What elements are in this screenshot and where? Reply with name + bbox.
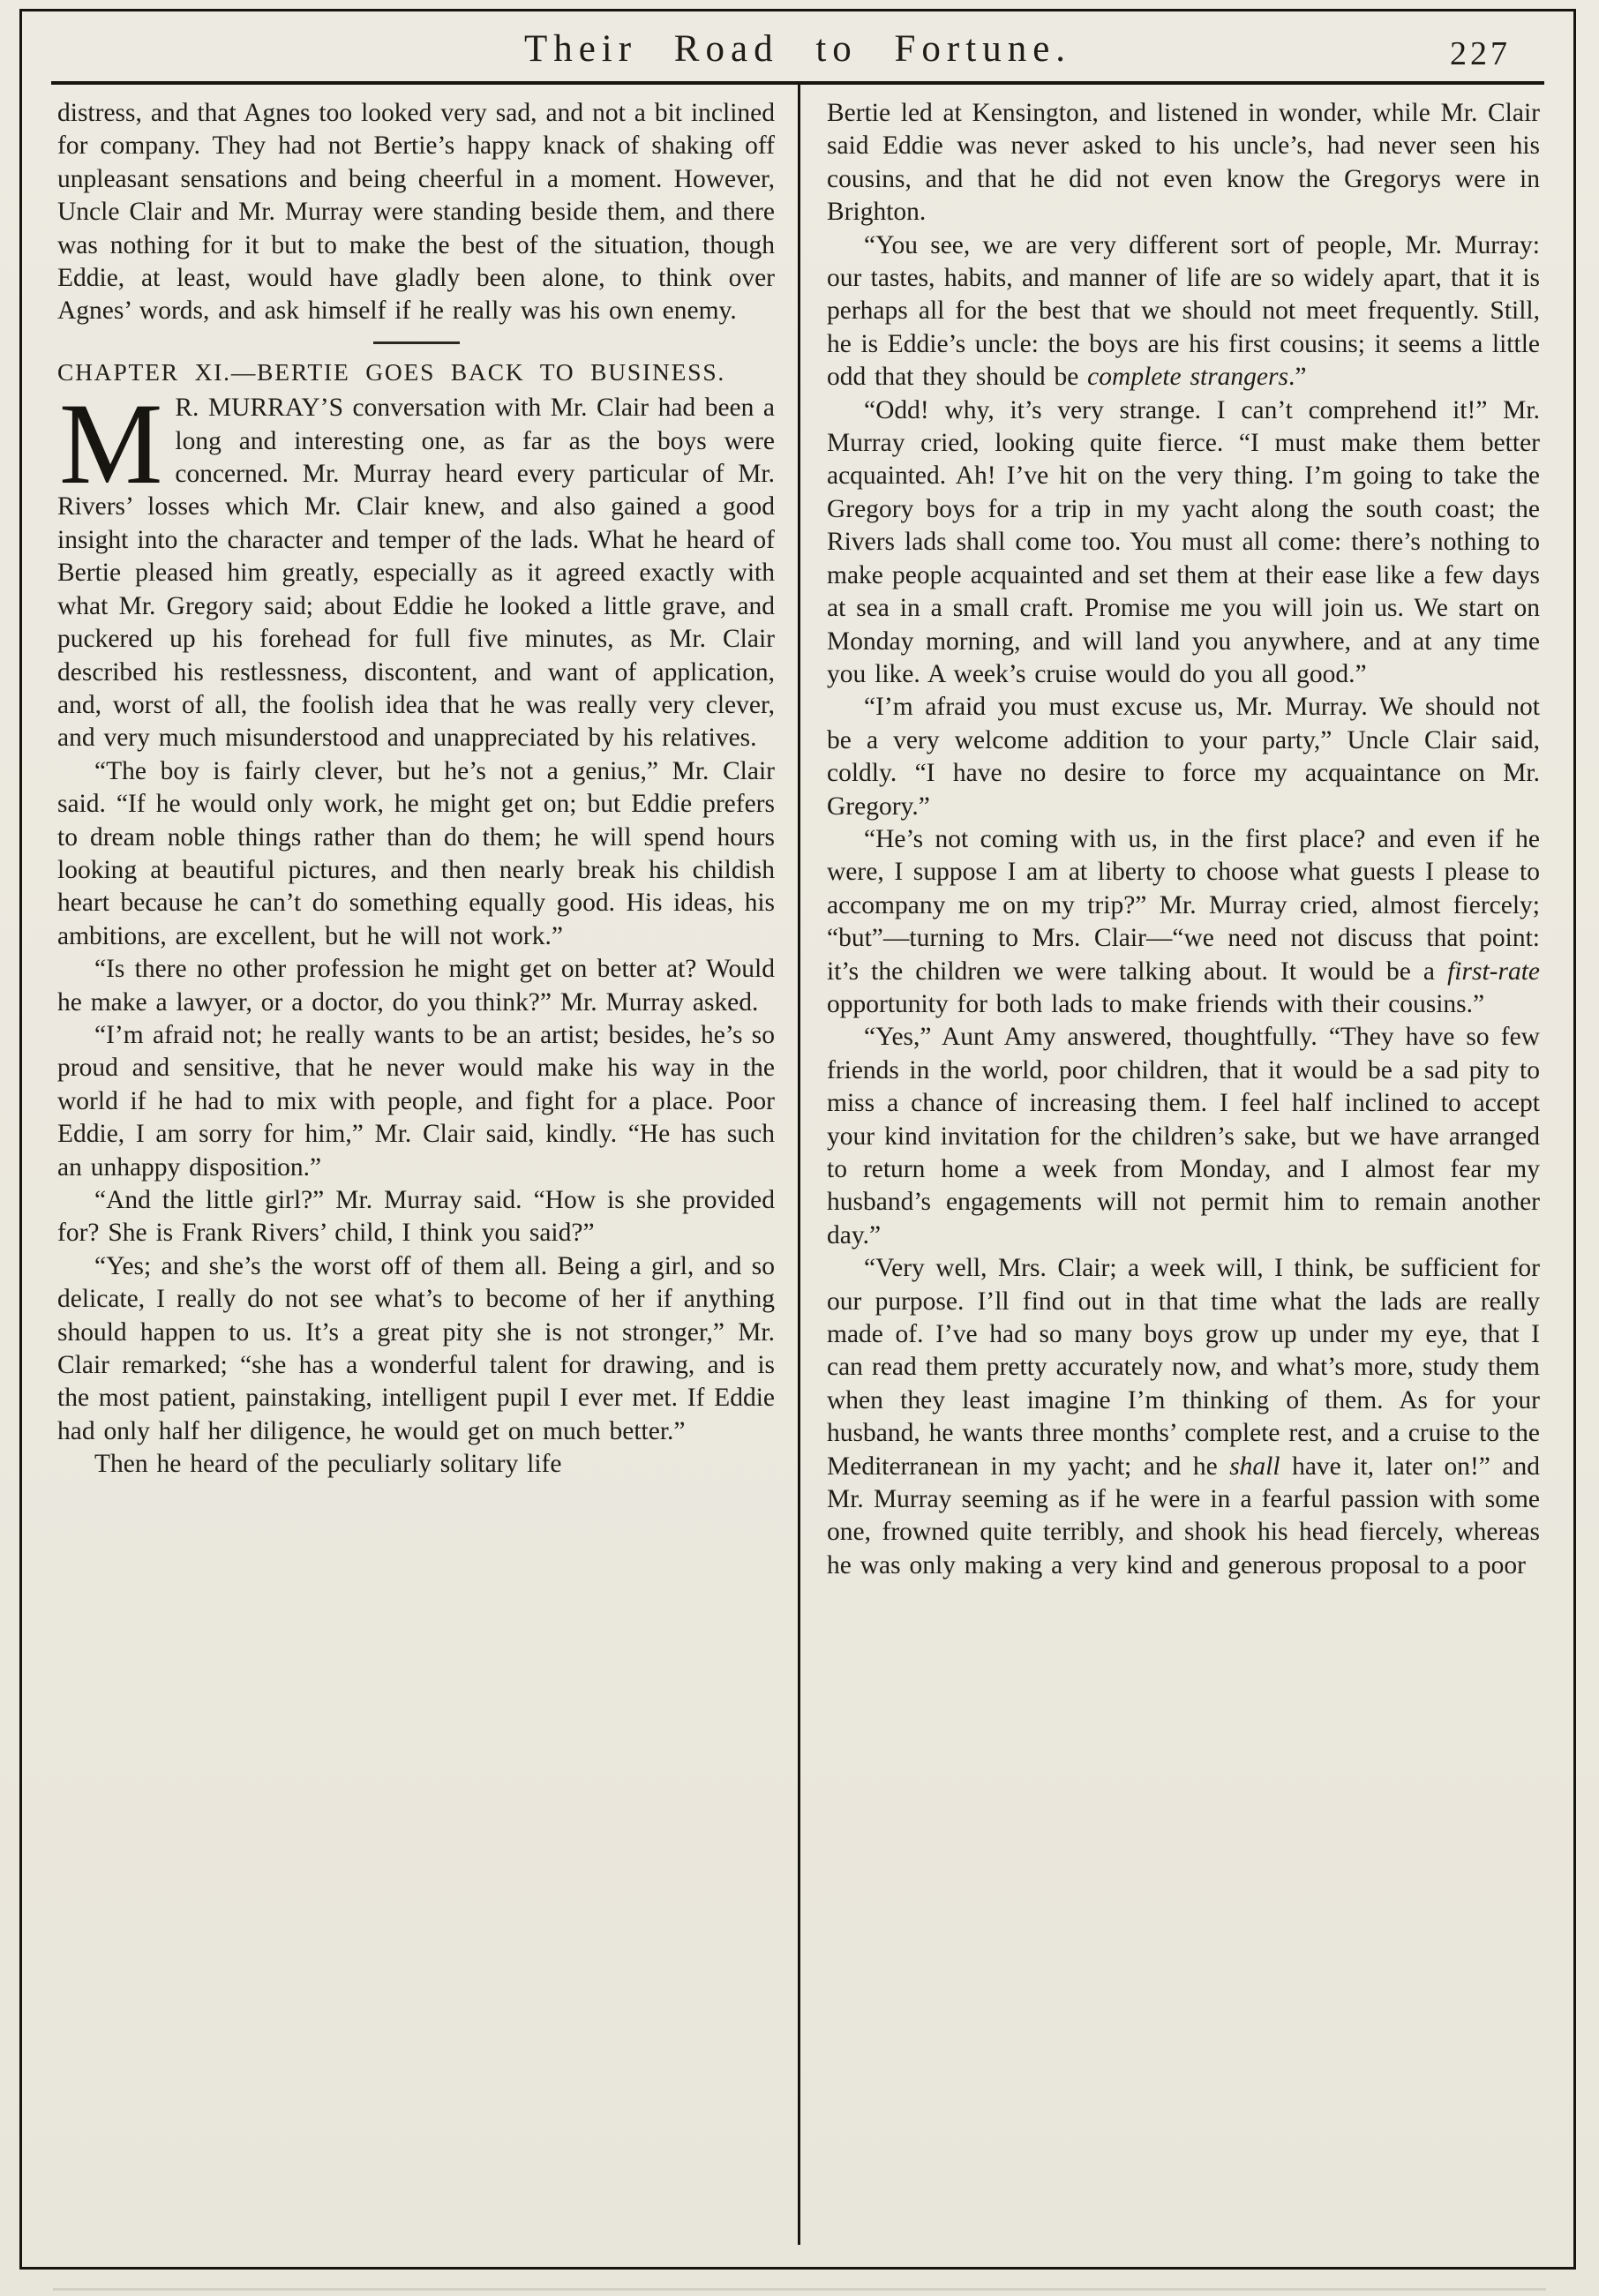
paragraph: “And the little girl?” Mr. Murray said. “How is she provided for? She is Frank Rivers’ child, I think you said?” — [57, 1186, 775, 1248]
paragraph: “Yes; and she’s the worst off of them all. Being a girl, and so delicate, I really do not see what’s to become of her if anything should happen to us. It’s a great pity she is not stronger,” Mr. Clair remarked; “she has a wonderful talent for drawing, and is the most patient, painstaking, intelligent pupil I ever met. If Eddie had only half her diligence, he would get on much better.” — [57, 1251, 775, 1445]
paragraph-text: “He’s not coming with us, in the first place? and even if he were, I suppose I am at liberty to choose what guests I please to accompany me on my trip?” Mr. Murray cried, almost fiercely; “but”—turning to Mrs. Clair—“we need not discuss that point: it’s the children we were talking about. It would be a — [827, 824, 1540, 986]
section-divider — [373, 341, 460, 344]
paragraph: “I’m afraid not; he really wants to be an artist; besides, he’s so proud and sensitive, that he never would make his way in the world if he had to mix with people, and fight for a place. Poor Eddie, I am sorry for him,” Mr. Clair said, kindly. “He has such an unhappy disposition.” — [57, 1020, 775, 1182]
left-column — [22, 85, 798, 2245]
page-header — [51, 11, 1544, 85]
paragraph — [827, 823, 1540, 1021]
drop-cap-letter: M — [59, 379, 163, 509]
page-title: Their Road to Fortune. — [523, 28, 1072, 70]
paragraph-text: R. MURRAY’S conversation with Mr. Clair had been a long and interesting one, as far as the boys were concerned. Mr. Murray heard every particular of Mr. Rivers’ losses which Mr. Clair knew, and also gained a good insight into the character and temper of the lads. What he heard of Bertie pleased him greatly, especially as it agreed exactly with what Mr. Gregory said; about Eddie he looked a little grave, and puckered up his forehead for full five minutes, as Mr. Clair described his restlessness, discontent, and want of application, and, worst of all, the foolish idea that he was really very clever, and very much misunderstood and unappreciated by his relatives. — [57, 394, 775, 753]
paragraph-text: “Very well, Mrs. Clair; a week will, I think, be sufficient for our purpose. I’ll find out in that time what the lads are really made of. I’ve had so many boys grow up under my eye, that I can read them pretty accurately now, and what’s more, study them when they least imagine I’m thinking of them. As for your husband, he wants three months’ complete rest, and a cruise to the Mediterranean in my yacht; and he — [827, 1254, 1540, 1481]
paragraph: “The boy is fairly clever, but he’s not a genius,” Mr. Clair said. “If he would only work, he might get on; but Eddie prefers to dream noble things rather than do them; he will spend hours looking at beautiful pictures, and then nearly break his childish heart because he can’t do something equally good. His ideas, his ambitions, are excellent, but he will not work.” — [57, 756, 775, 950]
paragraph-text: “You see, we are very different sort of people, Mr. Murray: our tastes, habits, and manner of life are so widely apart, that it is perhaps all for the best that we should not meet frequently. Still, he is Eddie’s uncle: the boys are his first cousins; it seems a little odd that they should be — [827, 230, 1540, 392]
page-frame — [19, 9, 1576, 2270]
paragraph: “Odd! why, it’s very strange. I can’t comprehend it!” Mr. Murray cried, looking quite fierce. “I must make them better acquainted. Ah! I’ve hit on the very thing. I’m going to take the Gregory boys for a trip in my yacht along the south coast; the Rivers lads shall come too. You must all come: there’s nothing to make people acquainted and set them at their ease like a few days at sea in a small craft. Promise me you will join us. We start on Monday morning, and will land you anywhere, and at any time you like. A week’s cruise would do you all good.” — [827, 395, 1540, 688]
right-column — [798, 85, 1573, 2245]
paragraph: “Yes,” Aunt Amy answered, thoughtfully. “They have so few friends in the world, poor children, that it would be a sad pity to miss a chance of increasing them. I feel half inclined to accept your kind invitation for the children’s sake, but we have arranged to return home a week from Monday, and I almost fear my husband’s engagements will not permit him to remain another day.” — [827, 1023, 1540, 1249]
paragraph: “Is there no other profession he might get on better at? Would he make a lawyer, or a doctor, do you think?” Mr. Murray asked. — [57, 955, 775, 1017]
paragraph: Then he heard of the peculiarly solitary life — [94, 1450, 562, 1479]
italic-phrase: complete strangers — [1087, 363, 1288, 392]
paragraph-continuation: distress, and that Agnes too looked very sad, and not a bit inclined for company. They had not Bertie’s happy knack of shaking off unpleasant sensations and being cheerful in a moment. However, Uncle Clair and Mr. Murray were standing beside them, and there was nothing for it but to make the best of the situation, though Eddie, at least, would have gladly been alone, to think over Agnes’ words, and ask himself if he really was his own enemy. — [57, 99, 775, 326]
chapter-opening-paragraph — [57, 379, 775, 754]
paragraph — [827, 229, 1540, 394]
paragraph-text: opportunity for both lads to make friends with their cousins.” — [827, 989, 1485, 1018]
text-columns — [22, 85, 1573, 2245]
paragraph: “I’m afraid you must excuse us, Mr. Murray. We should not be a very welcome addition to your party,” Uncle Clair said, coldly. “I have no desire to force my acquaintance on Mr. Gregory.” — [827, 693, 1540, 821]
italic-phrase: first-rate — [1447, 957, 1540, 986]
page-number: 227 — [1450, 35, 1511, 72]
paragraph — [827, 1252, 1540, 1582]
scan-edge-shadow — [53, 2288, 1546, 2291]
paragraph-text: have it, later on!” and Mr. Murray seeming as if he were in a fearful passion with some one, frowned quite terribly, and shook his head fiercely, whereas he was only making a very kind and generous proposal to a poor — [827, 1452, 1540, 1579]
paragraph-continuation: Bertie led at Kensington, and listened in wonder, while Mr. Clair said Eddie was never asked to his uncle’s, had never seen his cousins, and that he did not even know the Gregorys were in Brighton. — [827, 99, 1540, 227]
chapter-heading: CHAPTER XI.—BERTIE GOES BACK TO BUSINESS. — [57, 357, 726, 386]
paragraph-text: .” — [1287, 363, 1307, 392]
italic-phrase: shall — [1229, 1452, 1280, 1481]
